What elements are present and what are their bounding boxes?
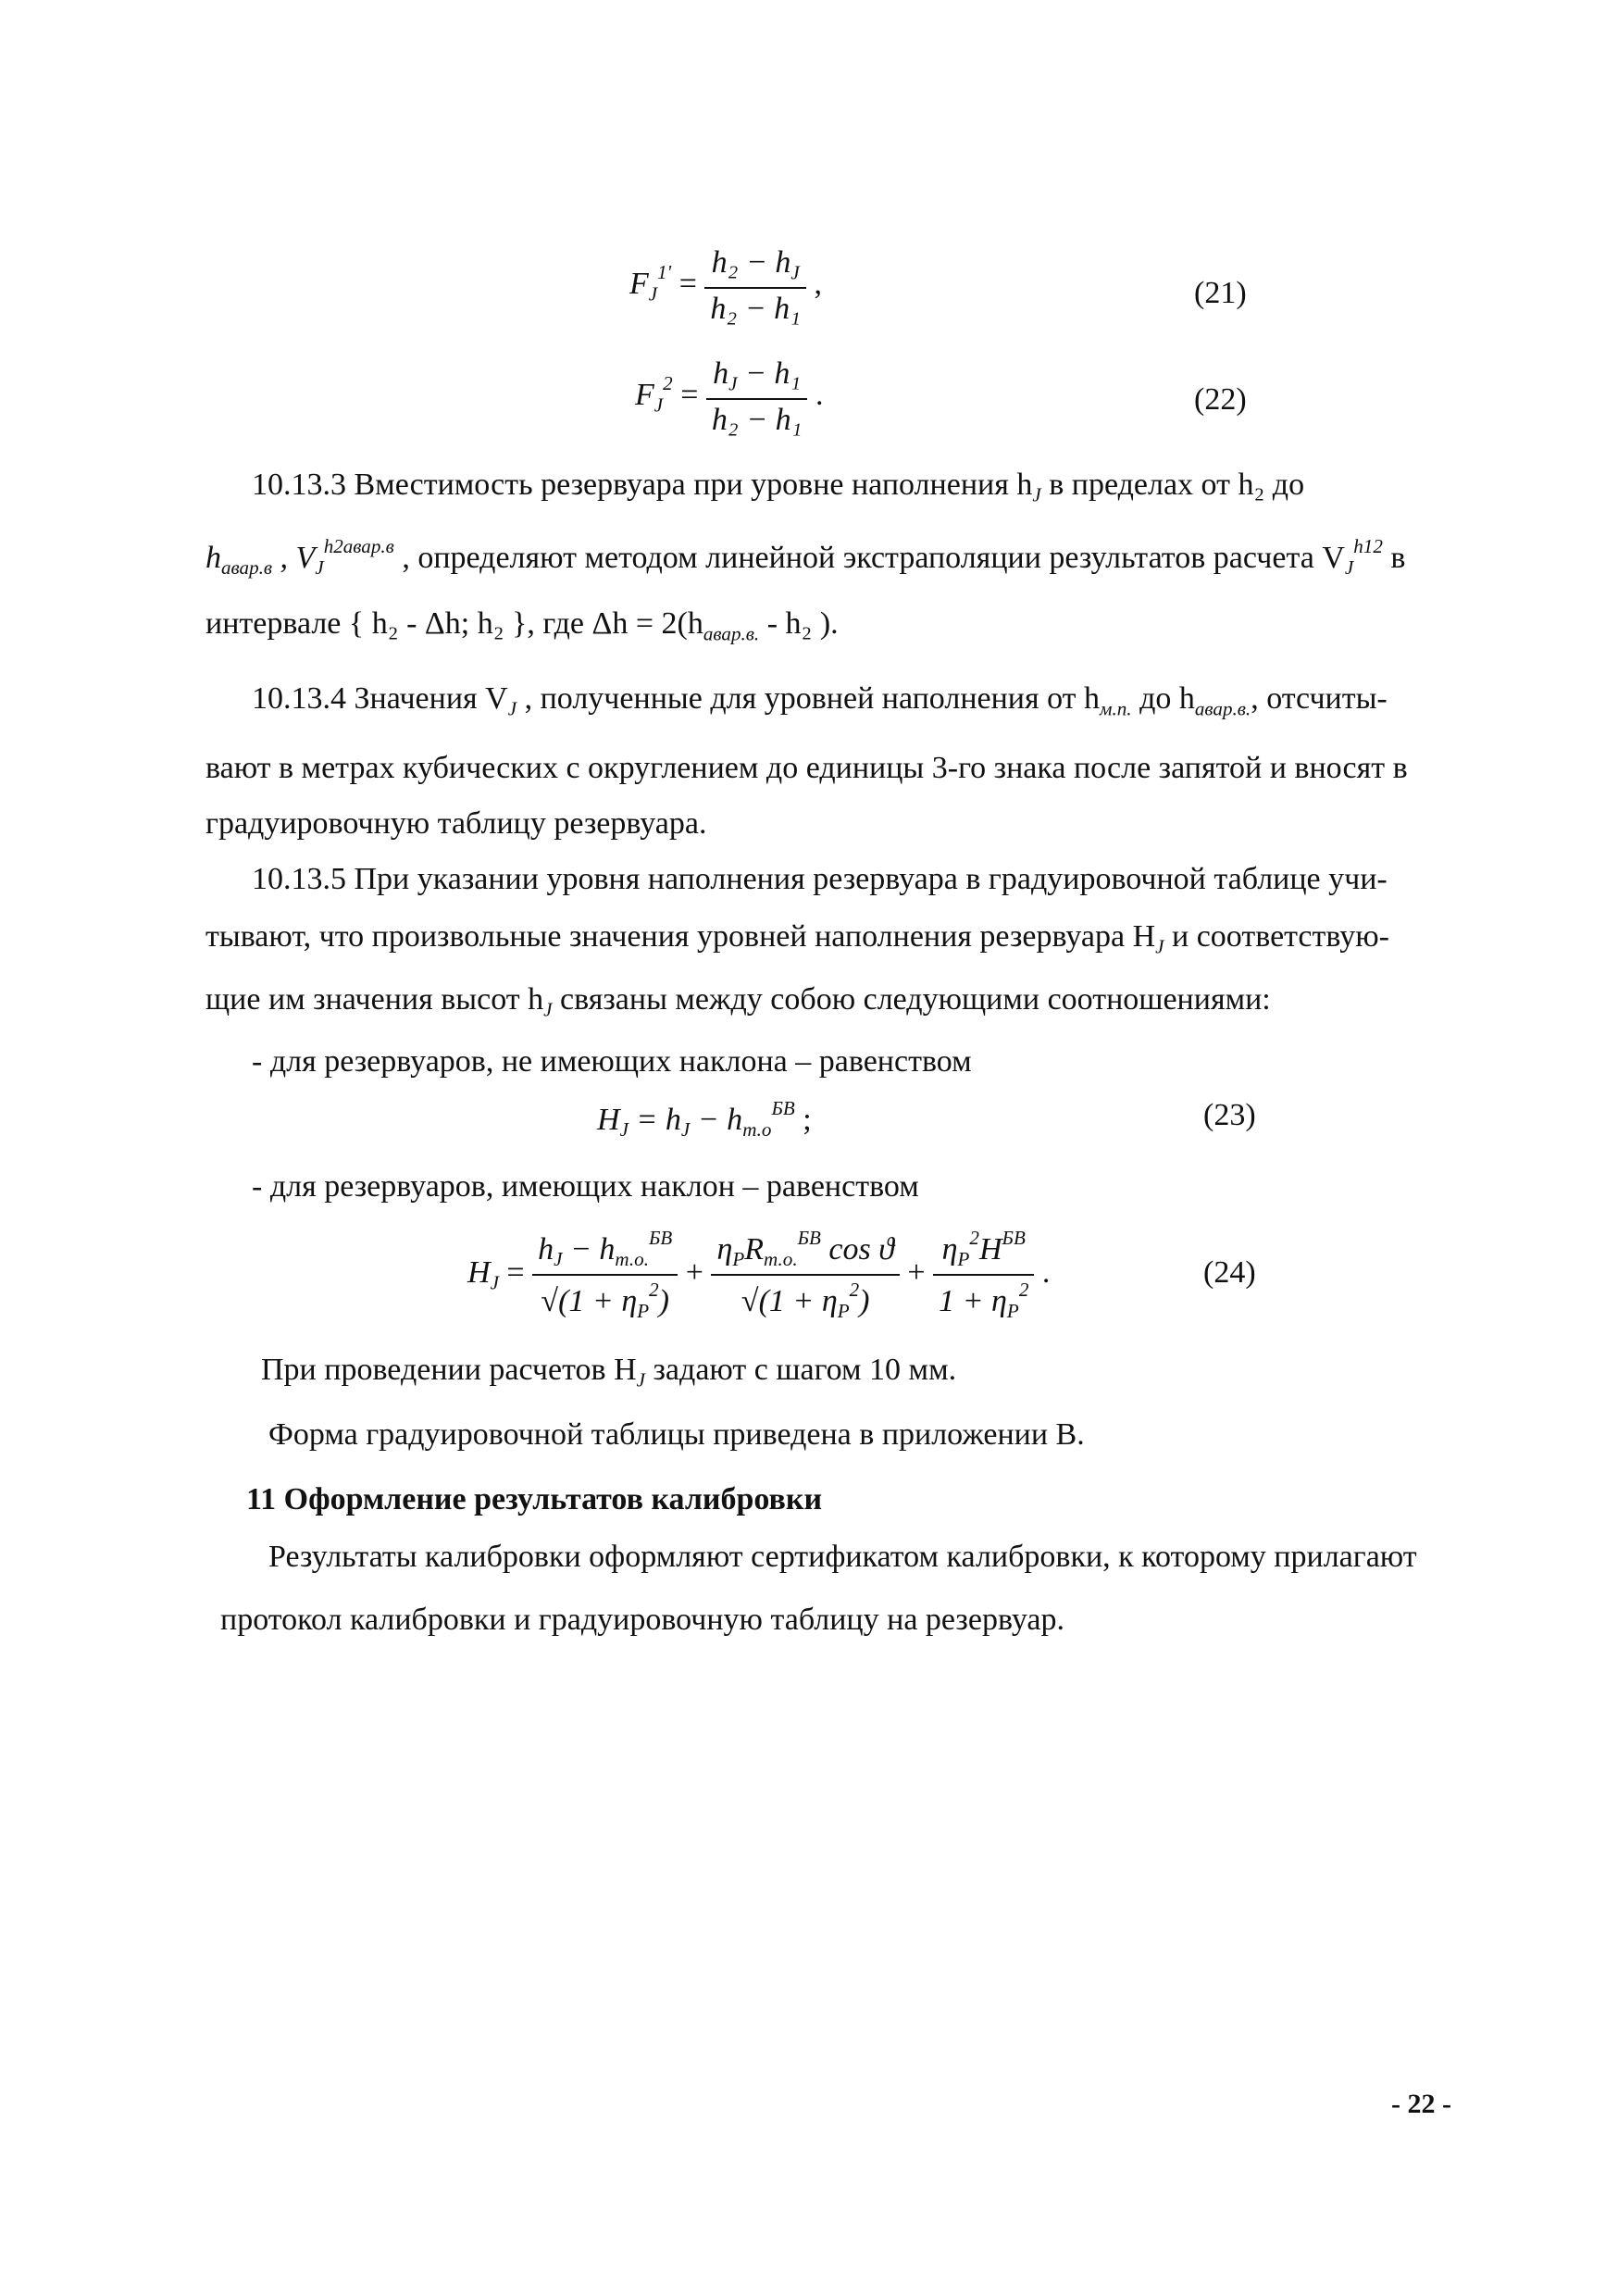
para-10-13-4-line2: вают в метрах кубических с округлением до единицы 3-го знака после запятой и вносят в [205,751,1408,785]
para-10-13-3-line1: 10.13.3 Вместимость резервуара при уровне наполнения $h_J$ в пределах от h₂ до [252,468,1305,506]
equation-24: $H_J$ = $\frac{h_J - h_{т.о.}^{БВ}}{√(1 + \eta_P^2)}$ + $\frac{\eta_PR_{т.о.}^{БВ} \cos ϑ}{√(1 + \eta_P^2)}$ + $\frac{\eta_P^2H^{БВ}}{1 + \eta_P^2}$ . [467,1227,1051,1323]
equation-21: $F_J^{1'}$ = $\frac{h_2 - h_J}{\text{h₂ − h₁}}$ , [629,245,822,327]
para-10-13-4-line1: 10.13.4 Значения $V_J$ , полученные для уровней наполнения от $h_{м.п.}$ до $h_{авар.в.}$, отсчиты- [252,681,1388,720]
case-with-tilt: - для резервуаров, имеющих наклон – равенством [252,1169,919,1204]
eq22-numerator: h [713,356,729,391]
eq21-numerator-sub: J [790,261,800,284]
eq22-fraction [706,356,808,438]
page-number: - 22 - [1391,2089,1451,2119]
eq21-lhs-sub: J [648,282,658,306]
equation-23-number: (23) [1203,1098,1256,1132]
eq22-numerator-tail: − h₁ [737,356,802,391]
equation-22-number: (22) [1194,382,1247,417]
section-11-heading: 11 Оформление результатов калибровки [246,1482,823,1516]
eq21-numerator: h₂ − h [711,245,791,280]
eq24-term1: $\frac{h_J - h_{т.о.}^{БВ}}{√(1 + \eta_P^2)}$ [532,1227,678,1323]
eq21-lhs: F [629,266,649,301]
eq22-numerator-sub: J [728,372,738,395]
equation-21-number: (21) [1194,276,1247,310]
eq21-fraction [704,245,806,327]
eq22-lhs-sup: 2 [663,372,673,395]
equation-23: $H_J = h_J - h_{т.о}^{БВ}$ ; [597,1097,812,1142]
case-no-tilt: - для резервуаров, не имеющих наклона – равенством [252,1044,972,1079]
eq21-tail: , [814,266,822,301]
eq21-lhs-sup: 1' [657,261,672,284]
para-10-13-3-line2: $h_{авар.в}$ , $V_J^{h2авар.в}$ , определяют методом линейной экстраполяции результатов расчета $V_J^{h12}$ в [205,535,1406,580]
step-text: При проведении расчетов $H_J$ задают с шагом 10 мм. [261,1353,957,1391]
eq21-denominator: h₂ − h₁ [710,292,801,327]
eq22-tail: . [815,377,824,412]
equation-24-number: (24) [1203,1255,1256,1290]
eq22-denominator: h₂ − h₁ [711,403,803,438]
eq24-term3: $\frac{\eta_P^2H^{БВ}}{1 + \eta_P^2}$ [933,1227,1034,1323]
eq24-term2: $\frac{\eta_PR_{т.о.}^{БВ} \cos ϑ}{√(1 + \eta_P^2)}$ [711,1227,899,1323]
eq22-lhs-sub: J [653,393,664,417]
para-10-13-5-line2: тывают, что произвольные значения уровней наполнения резервуара $H_J$ и соответствую- [205,919,1389,958]
para-10-13-3-line3: интервале { h₂ - Δh; h₂ }, где $\Delta h = 2(h_{авар.в.} - h_2$ ). [205,606,839,645]
para-10-13-4-line3: градуировочную таблицу резервуара. [205,806,707,841]
section-11-line1: Результаты калибровки оформляют сертификатом калибровки, к которому прилагают [268,1540,1417,1574]
section-11-line2: протокол калибровки и градуировочную таблицу на резервуар. [220,1603,1064,1637]
eq22-lhs: F [635,377,654,412]
para-10-13-5-line3: щие им значения высот $h_J$ связаны между собою следующими соотношениями: [205,982,1271,1021]
para-10-13-5-line1: 10.13.5 При указании уровня наполнения резервуара в градуировочной таблице учи- [252,862,1388,896]
appendix-text: Форма градуировочной таблицы приведена в приложении В. [268,1417,1085,1452]
equation-22: $F_J^2$ = $\frac{h_J - h_1}{\text{h₂ − h₁}}$ . [635,356,824,438]
